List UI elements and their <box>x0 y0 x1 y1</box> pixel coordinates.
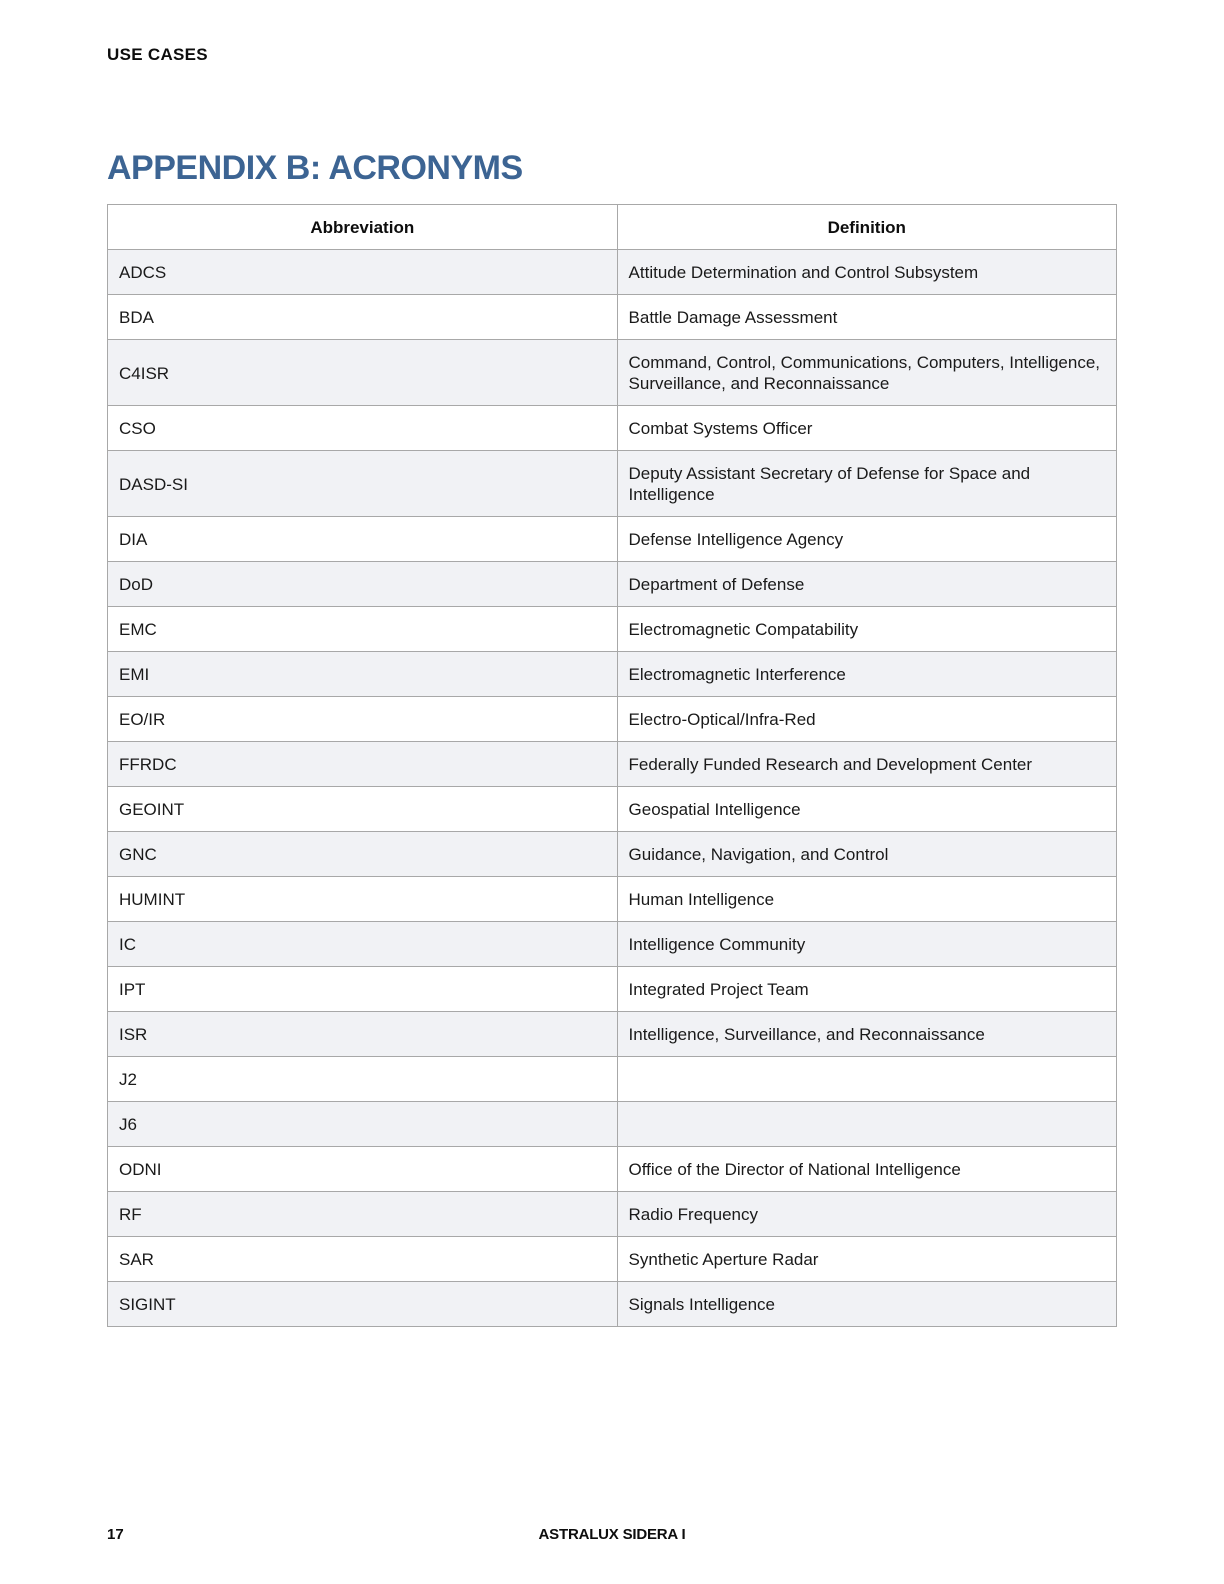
definition-cell: Geospatial Intelligence <box>617 787 1116 832</box>
abbreviation-cell: IPT <box>108 967 618 1012</box>
table-row <box>108 1102 1117 1147</box>
definition-cell: Electro-Optical/Infra-Red <box>617 697 1116 742</box>
definition-cell: Signals Intelligence <box>617 1282 1116 1327</box>
abbreviation-cell: BDA <box>108 295 618 340</box>
table-row <box>108 250 1117 295</box>
definition-cell: Federally Funded Research and Development Center <box>617 742 1116 787</box>
footer-doc-title: ASTRALUX SIDERA I <box>538 1526 686 1543</box>
abbreviation-cell: ODNI <box>108 1147 618 1192</box>
abbreviation-cell: GNC <box>108 832 618 877</box>
definition-cell: Deputy Assistant Secretary of Defense for Space and Intelligence <box>617 451 1116 517</box>
table-row <box>108 832 1117 877</box>
table-row <box>108 295 1117 340</box>
page-title: APPENDIX B: ACRONYMS <box>107 149 523 187</box>
table-row <box>108 742 1117 787</box>
running-header: USE CASES <box>107 45 208 64</box>
definition-cell <box>617 1102 1116 1147</box>
definition-cell: Defense Intelligence Agency <box>617 517 1116 562</box>
table-row <box>108 697 1117 742</box>
abbreviation-cell: EMI <box>108 652 618 697</box>
table-row <box>108 877 1117 922</box>
table-row <box>108 517 1117 562</box>
abbreviation-cell: IC <box>108 922 618 967</box>
definition-cell: Radio Frequency <box>617 1192 1116 1237</box>
table-row <box>108 1012 1117 1057</box>
definition-cell: Human Intelligence <box>617 877 1116 922</box>
table-row <box>108 1057 1117 1102</box>
definition-cell: Office of the Director of National Intelligence <box>617 1147 1116 1192</box>
definition-cell: Intelligence Community <box>617 922 1116 967</box>
table-row <box>108 922 1117 967</box>
definition-cell: Integrated Project Team <box>617 967 1116 1012</box>
definition-cell: Electromagnetic Interference <box>617 652 1116 697</box>
abbreviation-cell: SIGINT <box>108 1282 618 1327</box>
table-row <box>108 787 1117 832</box>
abbreviation-cell: EO/IR <box>108 697 618 742</box>
abbreviation-cell: SAR <box>108 1237 618 1282</box>
table-row <box>108 340 1117 406</box>
table-row <box>108 967 1117 1012</box>
column-header-definition: Definition <box>617 205 1116 250</box>
table-row <box>108 406 1117 451</box>
definition-cell: Guidance, Navigation, and Control <box>617 832 1116 877</box>
abbreviation-cell: J6 <box>108 1102 618 1147</box>
abbreviation-cell: DoD <box>108 562 618 607</box>
table-row <box>108 607 1117 652</box>
definition-cell: Attitude Determination and Control Subsystem <box>617 250 1116 295</box>
table-row <box>108 1192 1117 1237</box>
table-row <box>108 451 1117 517</box>
abbreviation-cell: DIA <box>108 517 618 562</box>
page-number: 17 <box>107 1526 124 1543</box>
definition-cell: Combat Systems Officer <box>617 406 1116 451</box>
abbreviation-cell: C4ISR <box>108 340 618 406</box>
abbreviation-cell: J2 <box>108 1057 618 1102</box>
table-row <box>108 652 1117 697</box>
definition-cell: Electromagnetic Compatability <box>617 607 1116 652</box>
abbreviation-cell: ISR <box>108 1012 618 1057</box>
abbreviation-cell: DASD-SI <box>108 451 618 517</box>
definition-cell: Intelligence, Surveillance, and Reconnaissance <box>617 1012 1116 1057</box>
table-row <box>108 1282 1117 1327</box>
acronym-table <box>107 204 1117 1327</box>
definition-cell: Command, Control, Communications, Computers, Intelligence, Surveillance, and Reconnaissance <box>617 340 1116 406</box>
abbreviation-cell: EMC <box>108 607 618 652</box>
table-header-row <box>108 205 1117 250</box>
definition-cell: Battle Damage Assessment <box>617 295 1116 340</box>
abbreviation-cell: FFRDC <box>108 742 618 787</box>
page-footer <box>107 1526 1117 1544</box>
abbreviation-cell: CSO <box>108 406 618 451</box>
column-header-abbreviation: Abbreviation <box>108 205 618 250</box>
abbreviation-cell: GEOINT <box>108 787 618 832</box>
definition-cell: Synthetic Aperture Radar <box>617 1237 1116 1282</box>
table-row <box>108 562 1117 607</box>
abbreviation-cell: RF <box>108 1192 618 1237</box>
abbreviation-cell: HUMINT <box>108 877 618 922</box>
abbreviation-cell: ADCS <box>108 250 618 295</box>
table-row <box>108 1237 1117 1282</box>
definition-cell <box>617 1057 1116 1102</box>
definition-cell: Department of Defense <box>617 562 1116 607</box>
table-row <box>108 1147 1117 1192</box>
acronym-table-body <box>108 250 1117 1327</box>
